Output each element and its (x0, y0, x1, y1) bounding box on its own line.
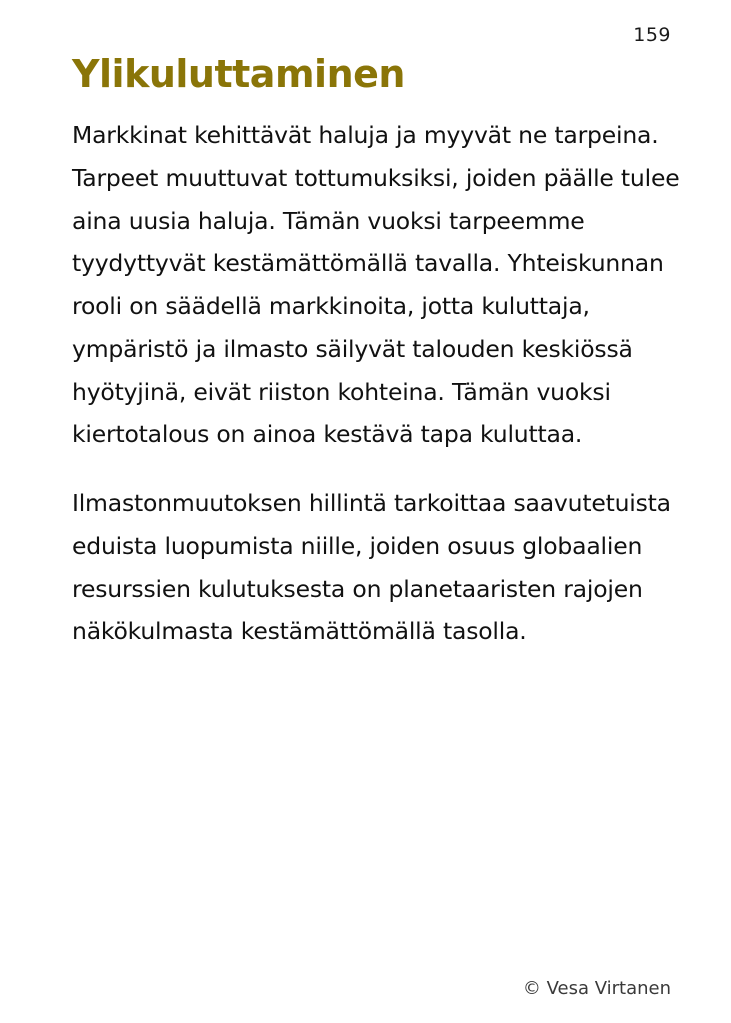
page-content (72, 52, 689, 653)
copyright-credit: © Vesa Virtanen (522, 978, 671, 999)
page-number: 159 (633, 24, 671, 46)
body-paragraph-2: Ilmastonmuutoksen hillintä tarkoittaa saavutetuista eduista luopumista niille, joiden osuus globaalien resurssien kulutuksesta on planetaaristen rajojen näkökulmasta kestämättömällä tasolla. (72, 489, 671, 646)
page-title: Ylikuluttaminen (72, 52, 405, 96)
body-paragraph-1: Markkinat kehittävät haluja ja myyvät ne tarpeina. Tarpeet muuttuvat tottumuksiksi, joiden päälle tulee aina uusia haluja. Tämän vuoksi tarpeemme tyydyttyvät kestämättömällä tavalla. Yhteiskunnan rooli on säädellä markkinoita, jotta kuluttaja, ympäristö ja ilmasto säilyvät talouden keskiössä hyötyjinä, eivät riiston kohteina. Tämän vuoksi kiertotalous on ainoa kestävä tapa kuluttaa. (72, 121, 680, 449)
